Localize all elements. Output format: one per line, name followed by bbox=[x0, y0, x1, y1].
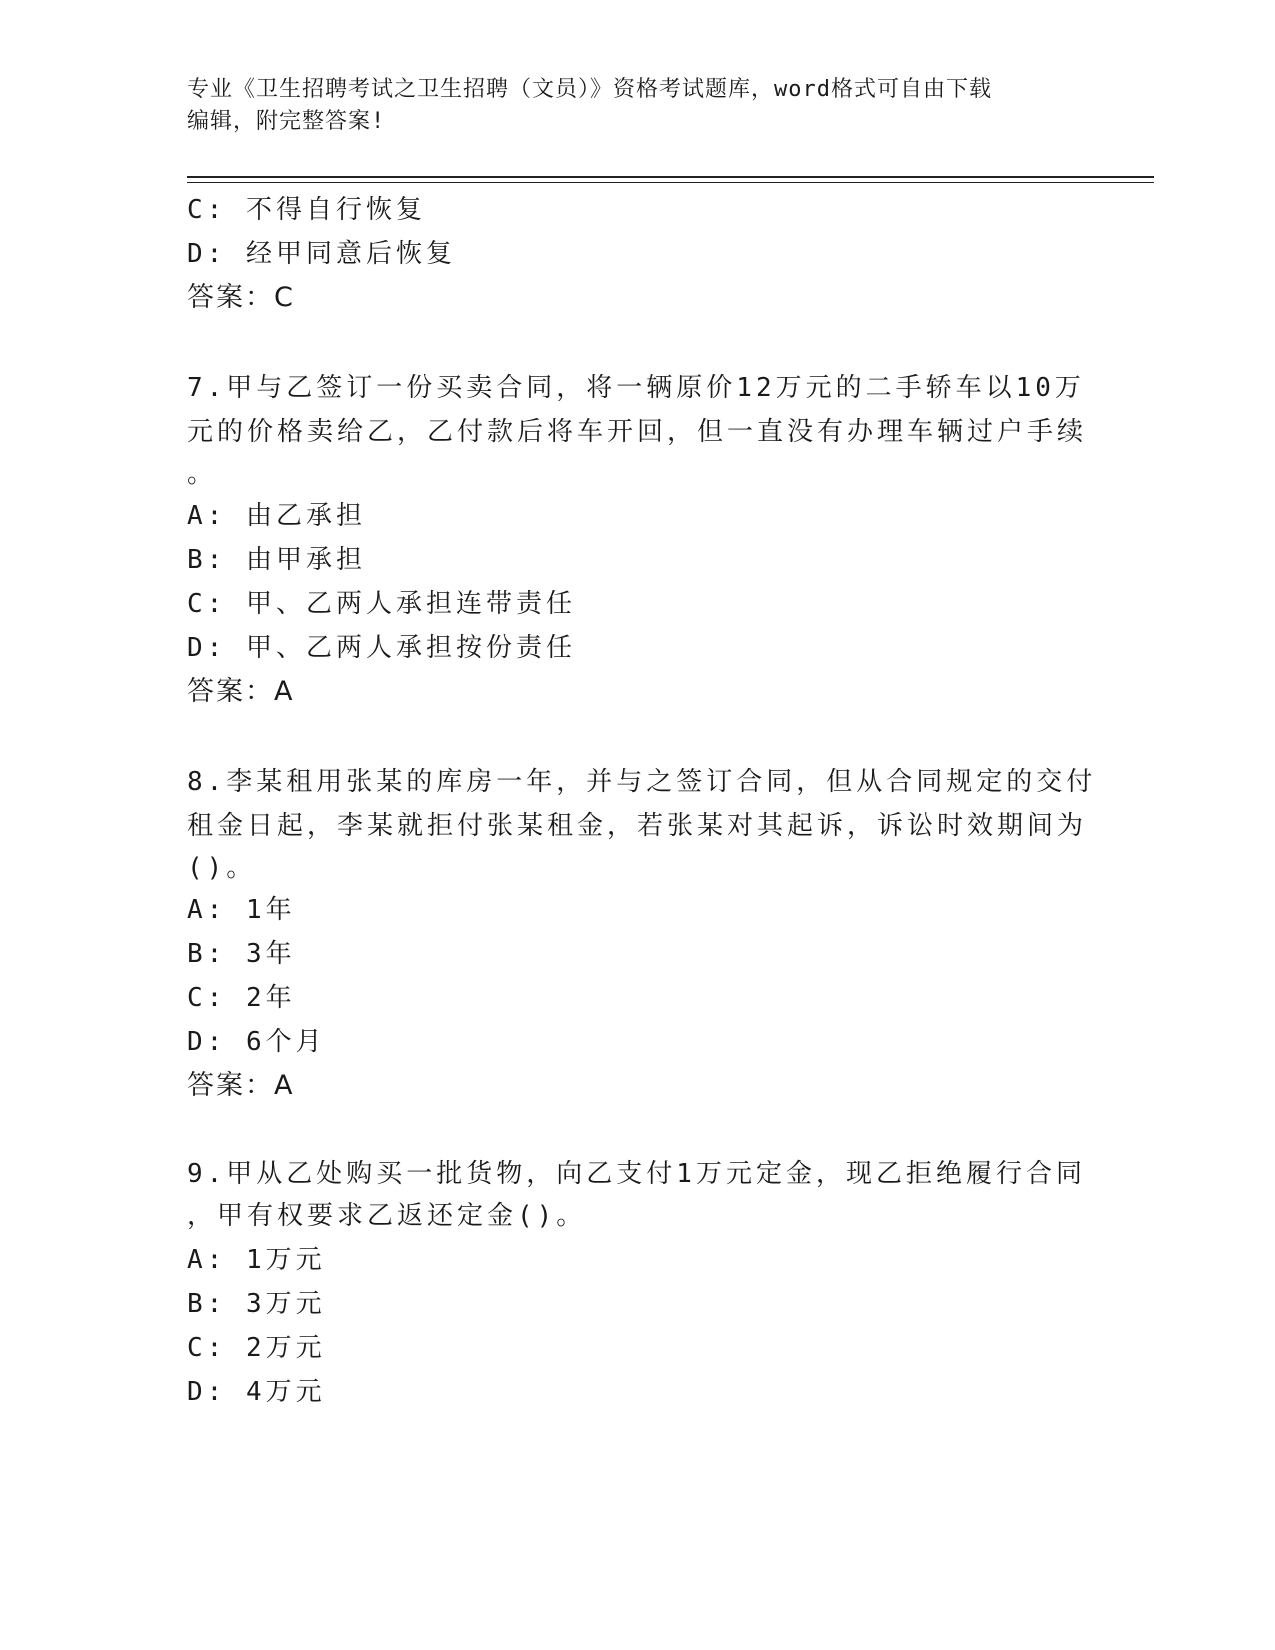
header-line-2: 编辑，附完整答案! bbox=[187, 109, 386, 134]
header-line-1: 专业《卫生招聘考试之卫生招聘（文员）》资格考试题库，word格式可自由下载 bbox=[187, 77, 992, 102]
q7-option-c: C: 甲、乙两人承担连带责任 bbox=[187, 589, 576, 619]
q7-answer: 答案：A bbox=[187, 676, 295, 707]
q8-option-a: A: 1年 bbox=[187, 895, 296, 925]
q7-stem-line-1: 7.甲与乙签订一份买卖合同，将一辆原价12万元的二手轿车以10万 bbox=[187, 373, 1085, 403]
q8-stem-line-1: 8.李某租用张某的库房一年，并与之签订合同，但从合同规定的交付 bbox=[187, 767, 1097, 797]
q9-stem-line-2: ，甲有权要求乙返还定金()。 bbox=[187, 1201, 587, 1231]
q8-answer: 答案：A bbox=[187, 1070, 295, 1101]
q8-option-b: B: 3年 bbox=[187, 939, 296, 969]
q9-stem-line-1: 9.甲从乙处购买一批货物，向乙支付1万元定金，现乙拒绝履行合同 bbox=[187, 1159, 1086, 1189]
q7-option-d: D: 甲、乙两人承担按份责任 bbox=[187, 633, 576, 663]
q8-option-d: D: 6个月 bbox=[187, 1027, 326, 1057]
header-divider-thick bbox=[187, 176, 1154, 178]
document-header bbox=[187, 74, 1087, 138]
q8-stem-line-3: ()。 bbox=[187, 853, 257, 883]
q9-option-a: A: 1万元 bbox=[187, 1245, 326, 1275]
q6-answer: 答案：C bbox=[187, 282, 295, 313]
q6-option-c: C: 不得自行恢复 bbox=[187, 195, 426, 225]
header-divider-thin bbox=[187, 182, 1154, 183]
q7-stem-line-2: 元的价格卖给乙，乙付款后将车开回，但一直没有办理车辆过户手续 bbox=[187, 417, 1088, 447]
q6-option-d: D: 经甲同意后恢复 bbox=[187, 239, 456, 269]
q7-stem-line-3: 。 bbox=[187, 459, 218, 489]
q8-stem-line-2: 租金日起，李某就拒付张某租金，若张某对其起诉，诉讼时效期间为 bbox=[187, 811, 1088, 841]
q9-option-d: D: 4万元 bbox=[187, 1377, 326, 1407]
q9-option-b: B: 3万元 bbox=[187, 1289, 326, 1319]
q8-option-c: C: 2年 bbox=[187, 983, 296, 1013]
q7-option-a: A: 由乙承担 bbox=[187, 501, 366, 531]
q7-option-b: B: 由甲承担 bbox=[187, 545, 366, 575]
q9-option-c: C: 2万元 bbox=[187, 1333, 326, 1363]
